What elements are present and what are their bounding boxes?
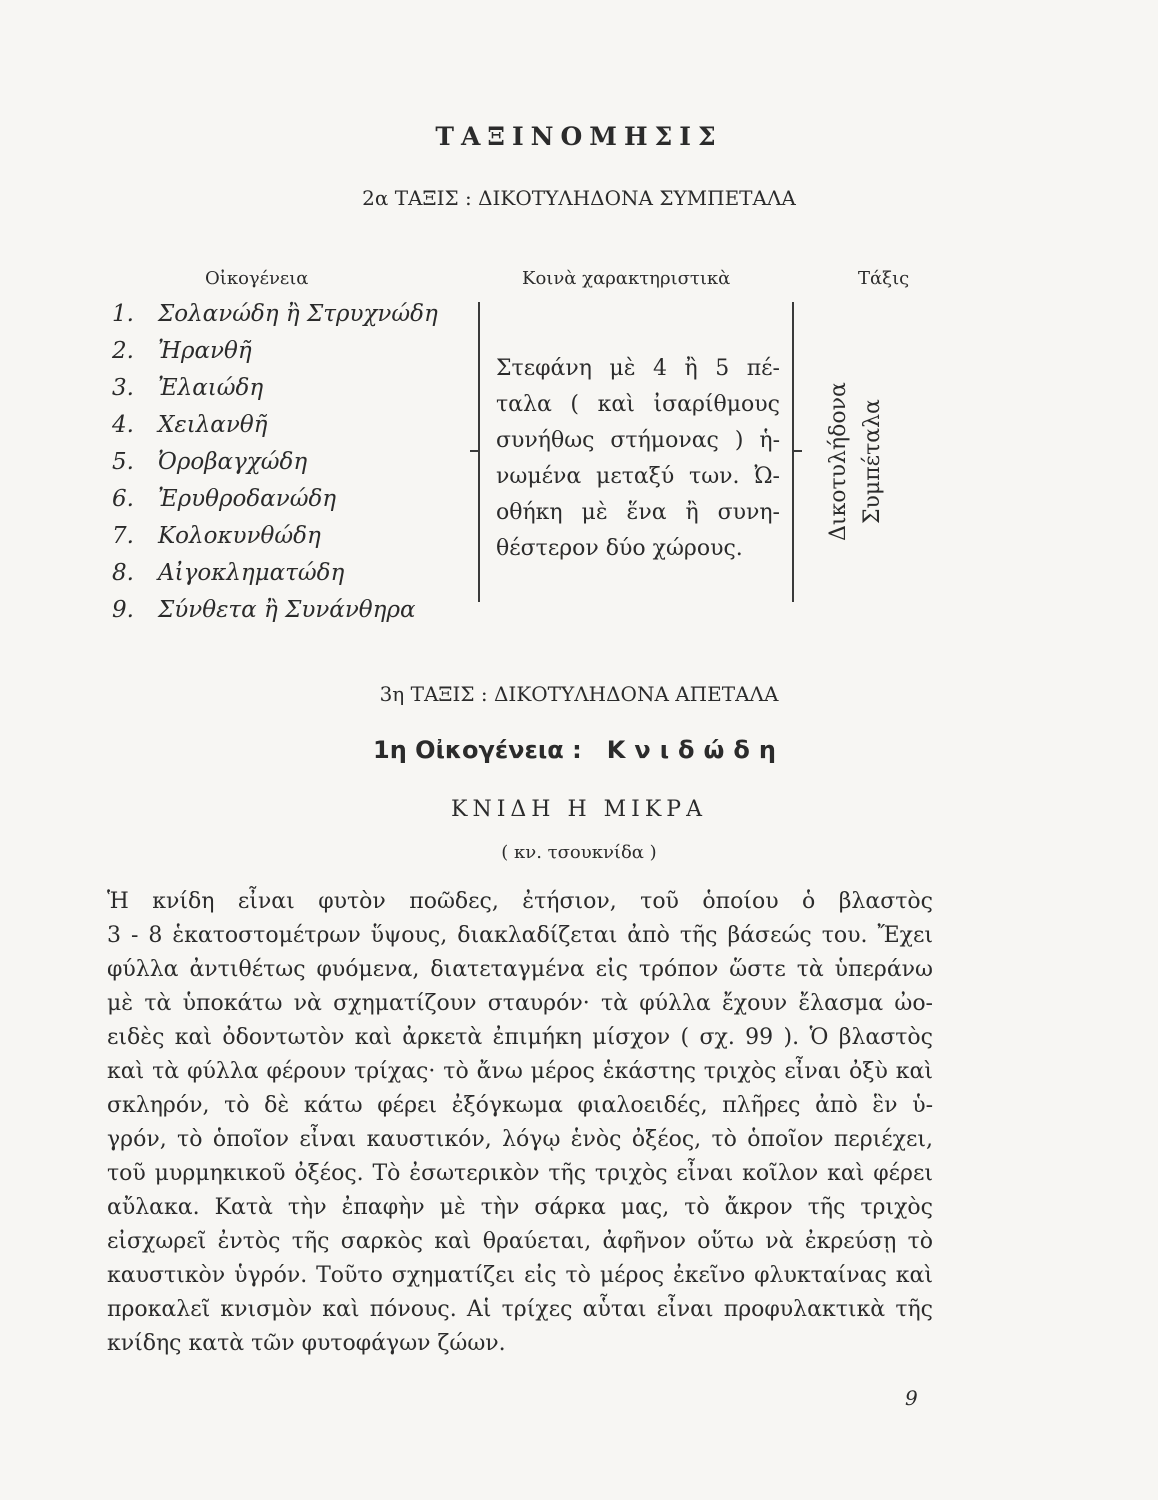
body-line: ειδὲς καὶ ὀδοντωτὸν καὶ ἀρκετὰ ἐπιμήκη μίσχον ( σχ. 99 ). Ὁ βλαστὸς: [107, 1025, 933, 1050]
family-row: [112, 555, 482, 592]
body-line: φύλλα ἀντιθέτως φυόμενα, διατεταγμένα εἰς τρόπον ὥστε τὰ ὑπεράνω: [107, 957, 933, 982]
body-line: κνίδης κατὰ τῶν φυτοφάγων ζώων.: [107, 1331, 506, 1356]
family-row: [112, 592, 482, 629]
family-name: Ἐλαιώδη: [158, 375, 264, 401]
family-number: 8.: [112, 560, 134, 586]
family-number: 4.: [112, 412, 134, 438]
family-row: [112, 518, 482, 555]
family-number: 7.: [112, 523, 134, 549]
family-number: 6.: [112, 486, 134, 512]
column-header-class: Τάξις: [858, 268, 910, 289]
body-line: τοῦ μυρμηκικοῦ ὀξέος. Τὸ ἐσωτερικὸν τῆς τριχὸς εἶναι κοῖλον καὶ φέρει: [107, 1161, 933, 1186]
family-row: [112, 481, 482, 518]
family-list: [112, 296, 482, 629]
family-row: [112, 407, 482, 444]
family-heading-prefix: 1η Οἰκογένεια :: [373, 736, 582, 764]
species-title: ΚΝΙΔΗ Η ΜΙΚΡΑ: [451, 797, 707, 822]
common-traits-line: νωμένα μεταξύ των. Ὠ-: [496, 464, 780, 489]
family-name: Ὀροβαγχώδη: [158, 449, 308, 475]
column-header-family: Οἰκογένεια: [205, 268, 309, 289]
family-heading: [0, 736, 1158, 764]
body-line: μὲ τὰ ὑποκάτω νὰ σχηματίζουν σταυρόν· τὰ φύλλα ἔχουν ἔλασμα ὠο-: [107, 991, 933, 1016]
body-line: καὶ τὰ φύλλα φέρουν τρίχας· τὸ ἄνω μέρος ἑκάστης τριχὸς εἶναι ὀξὺ καὶ: [107, 1059, 933, 1084]
body-line: προκαλεῖ κνισμὸν καὶ πόνους. Αἱ τρίχες αὗται εἶναι προφυλακτικὰ τῆς: [107, 1297, 933, 1322]
body-line: αὔλακα. Κατὰ τὴν ἐπαφὴν μὲ τὴν σάρκα μας, τὸ ἄκρον τῆς τριχὸς: [107, 1195, 933, 1220]
common-traits-line: θέστερον δύο χώρους.: [496, 536, 743, 561]
family-row: [112, 444, 482, 481]
family-number: 1.: [112, 301, 134, 327]
body-line: εἰσχωρεῖ ἐντὸς τῆς σαρκὸς καὶ θραύεται, ἀφῆνον οὕτω νὰ ἐκρεύσῃ τὸ: [107, 1229, 933, 1254]
family-number: 5.: [112, 449, 134, 475]
family-number: 3.: [112, 375, 134, 401]
body-line: γρόν, τὸ ὁποῖον εἶναι καυστικόν, λόγῳ ἑνὸς ὀξέος, τὸ ὁποῖον περιέχει,: [107, 1127, 933, 1152]
family-name: Ἐρυθροδανώδη: [158, 486, 337, 512]
page-number: 9: [905, 1386, 918, 1410]
body-line: σκληρόν, τὸ δὲ κάτω φέρει ἐξόγκωμα φιαλοειδές, πλῆρες ἀπὸ ἓν ὑ-: [107, 1093, 933, 1118]
family-heading-name: Κνιδώδη: [606, 736, 785, 764]
column-header-common: Κοινὰ χαρακτηριστικὰ: [522, 268, 731, 289]
family-row: [112, 296, 482, 333]
family-number: 2.: [112, 338, 134, 364]
class-label-line1: Δικοτυλήδονα: [826, 382, 851, 542]
common-traits-text: [496, 351, 780, 567]
order-heading: 3η ΤΑΞΙΣ : ΔΙΚΟΤΥΛΗΔΟΝΑ ΑΠΕΤΑΛΑ: [379, 682, 779, 706]
body-line: Ἡ κνίδη εἶναι φυτὸν ποῶδες, ἐτήσιον, τοῦ ὁποίου ὁ βλαστὸς: [107, 889, 933, 914]
family-name: Κολοκυνθώδη: [158, 523, 321, 549]
body-line: 3 - 8 ἑκατοστομέτρων ὕψους, διακλαδίζεται ἀπὸ τῆς βάσεώς του. Ἔχει: [107, 923, 933, 948]
family-name: Σολανώδη ἢ Στρυχνώδη: [158, 301, 438, 327]
family-name: Σύνθετα ἢ Συνάνθηρα: [158, 597, 416, 623]
family-name: Αἰγοκληματώδη: [158, 560, 345, 586]
body-line: καυστικὸν ὑγρόν. Τοῦτο σχηματίζει εἰς τὸ μέρος ἐκεῖνο φλυκταίνας καὶ: [107, 1263, 933, 1288]
page-title: ΤΑΞΙΝΟΜΗΣΙΣ: [435, 122, 723, 151]
class-label-line2: Συμπέταλα: [860, 399, 885, 525]
species-common-name: ( κν. τσουκνίδα ): [501, 842, 657, 863]
body-paragraph: [107, 885, 933, 1361]
order-subtitle: 2α ΤΑΞΙΣ : ΔΙΚΟΤΥΛΗΔΟΝΑ ΣΥΜΠΕΤΑΛΑ: [362, 186, 796, 210]
family-row: [112, 370, 482, 407]
family-name: Χειλανθῆ: [158, 412, 268, 438]
common-traits-line: οθήκη μὲ ἕνα ἢ συνη-: [496, 500, 780, 525]
common-traits-line: ταλα ( καὶ ἰσαρίθμους: [496, 392, 780, 417]
family-row: [112, 333, 482, 370]
class-label-vertical: [824, 372, 894, 552]
common-traits-line: συνήθως στήμονας ) ἡ-: [496, 428, 780, 453]
common-traits-line: Στεφάνη μὲ 4 ἢ 5 πέ-: [496, 356, 780, 381]
family-name: Ἠρανθῆ: [158, 338, 252, 364]
family-number: 9.: [112, 597, 134, 623]
